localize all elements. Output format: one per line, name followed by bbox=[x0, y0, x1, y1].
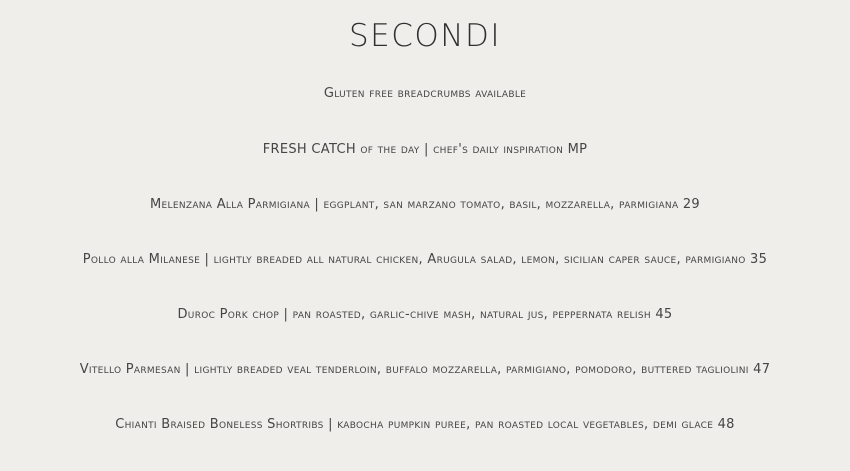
menu-item-pollo-milanese: Pollo alla Milanese | lightly breaded all natural chicken, Arugula salad, lemon, sicilian caper sauce, parmigiano 35 bbox=[82, 252, 768, 267]
menu-item-vitello: Vitello Parmesan | lightly breaded veal tenderloin, buffalo mozzarella, parmigiano, pomodoro, buttered tagliolini 47 bbox=[79, 362, 771, 377]
gluten-free-note: Gluten free breadcrumbs available bbox=[323, 86, 527, 101]
menu-item-melenzana: Melenzana Alla Parmigiana | eggplant, san marzano tomato, basil, mozzarella, parmigiana 29 bbox=[150, 197, 700, 212]
menu-item-pork-chop: Duroc Pork chop | pan roasted, garlic-chive mash, natural jus, peppernata relish 45 bbox=[177, 307, 673, 322]
section-title: SECONDI bbox=[348, 18, 501, 54]
menu-item-fresh-catch: FRESH CATCH of the day | chef's daily inspiration MP bbox=[262, 142, 588, 157]
menu-item-shortribs: Chianti Braised Boneless Shortribs | kabocha pumpkin puree, pan roasted local vegetables, demi glace 48 bbox=[115, 417, 735, 432]
